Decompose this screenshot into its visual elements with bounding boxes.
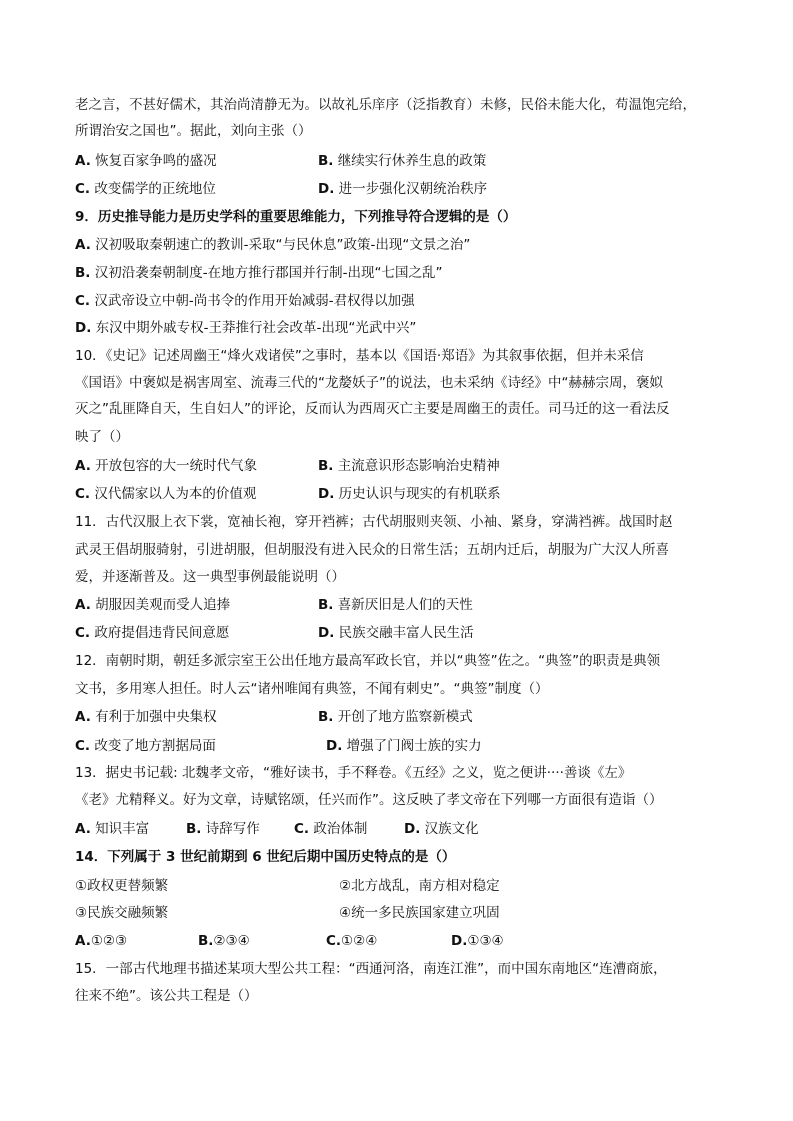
q10-option-a[interactable]: A. 开放包容的大一统时代气象 [75,458,258,474]
q12-stem-line-1: 12．南朝时期，朝廷多派宗室王公出任地方最高军政长官，并以“典签”佐之。“典签”的职责是典领 [75,653,661,669]
q13-option-b[interactable]: B. 诗辞写作 [186,821,260,837]
q9-stem: 9．历史推导能力是历史学科的重要思维能力，下列推导符合逻辑的是（） [75,209,517,225]
q13-stem-line-2: 《老》尤精释义。好为文章，诗赋铭颂，任兴而作”。这反映了孝文帝在下列哪一方面很有造诣（） [75,792,663,808]
q10-stem-line-3: 灭之”乱匪降自天，生自妇人”的评论，反而认为西周灭亡主要是周幽王的责任。司马迁的这一看法反 [75,401,670,417]
q15-stem-line-2: 往来不绝”。该公共工程是（） [75,988,258,1004]
q11-stem-line-1: 11．古代汉服上衣下裳，宽袖长袍，穿开裆裤；古代胡服则夹领、小袖、紧身，穿满裆裤。战国时赵 [75,514,673,530]
q11-option-d[interactable]: D. 民族交融丰富人民生活 [318,625,474,641]
q11-stem-line-3: 爱，并逐渐普及。这一典型事例最能说明（） [75,569,345,585]
q15-stem-line-1: 15．一部古代地理书描述某项大型公共工程：“西通河洛，南连江淮”，而中国东南地区“连漕商旅， [75,961,667,977]
q8-option-b[interactable]: B. 继续实行休养生息的政策 [318,153,487,169]
q8-option-c[interactable]: C. 改变儒学的正统地位 [75,181,216,197]
q10-option-c[interactable]: C. 汉代儒家以人为本的价值观 [75,486,257,502]
q14-item-1: ①政权更替频繁 [75,878,169,894]
q14-option-c[interactable]: C.①②④ [326,933,378,949]
q9-option-b[interactable]: B. 汉初沿袭秦朝制度-在地方推行郡国并行制-出现“七国之乱” [75,265,443,281]
q8-option-d[interactable]: D. 进一步强化汉朝统治秩序 [318,181,488,197]
q13-option-d[interactable]: D. 汉族文化 [404,821,479,837]
q14-item-2: ②北方战乱，南方相对稳定 [339,878,500,894]
q11-stem-line-2: 武灵王倡胡服骑射，引进胡服，但胡服没有进入民众的日常生活；五胡内迁后，胡服为广大汉人所喜 [75,542,669,558]
q11-option-b[interactable]: B. 喜新厌旧是人们的天性 [318,597,473,613]
q14-option-d[interactable]: D.①③④ [451,933,504,949]
q10-stem-line-4: 映了（） [75,429,129,445]
q12-option-a[interactable]: A. 有利于加强中央集权 [75,709,217,725]
q11-option-a[interactable]: A. 胡服因美观而受人追捧 [75,597,231,613]
q10-option-d[interactable]: D. 历史认识与现实的有机联系 [318,486,501,502]
q10-option-b[interactable]: B. 主流意识形态影响治史精神 [318,458,500,474]
q8-option-a[interactable]: A. 恢复百家争鸣的盛况 [75,153,217,169]
q14-item-4: ④统一多民族国家建立巩固 [339,905,500,921]
q9-option-d[interactable]: D. 东汉中期外戚专权-王莽推行社会改革-出现“光武中兴” [75,320,417,336]
q14-option-a[interactable]: A.①②③ [75,933,128,949]
q14-option-b[interactable]: B.②③④ [198,933,250,949]
q11-option-c[interactable]: C. 政府提倡违背民间意愿 [75,625,230,641]
q12-option-d[interactable]: D. 增强了门阀士族的实力 [326,738,482,754]
q14-item-3: ③民族交融频繁 [75,905,169,921]
q10-stem-line-1: 10．《史记》记述周幽王“烽火戏诸侯”之事时，基本以《国语·郑语》为其叙事依据，但并未采信 [75,348,644,364]
q14-stem: 14．下列属于 3 世纪前期到 6 世纪后期中国历史特点的是（） [75,849,456,865]
q9-option-a[interactable]: A. 汉初吸取秦朝速亡的教训-采取“与民休息”政策-出现“文景之治” [75,237,471,253]
q10-stem-line-2: 《国语》中褒姒是祸害周室、流毒三代的“龙嫠妖子”的说法，也未采纳《诗经》中“赫赫宗周，褒姒 [75,375,663,391]
q12-option-b[interactable]: B. 开创了地方监察新模式 [318,709,473,725]
q12-option-c[interactable]: C. 改变了地方割据局面 [75,738,216,754]
q13-option-a[interactable]: A. 知识丰富 [75,821,150,837]
q12-stem-line-2: 文书，多用寒人担任。时人云“诸州唯闻有典签，不闻有刺史”。“典签”制度（） [75,681,549,697]
q13-option-c[interactable]: C. 政治体制 [294,821,368,837]
q8-stem-line-2: 所谓治安之国也”。据此，刘向主张（） [75,123,312,139]
q9-option-c[interactable]: C. 汉武帝设立中朝-尚书令的作用开始减弱-君权得以加强 [75,293,415,309]
q13-stem-line-1: 13．据史书记载: 北魏孝文帝，“雅好读书，手不释卷。《五经》之义，览之便讲····善谈《左》 [75,765,632,781]
q8-stem-line-1: 老之言，不甚好儒术，其治尚清静无为。以故礼乐庠序（泛指教育）未修，民俗未能大化，苟温饱完给， [75,97,696,113]
